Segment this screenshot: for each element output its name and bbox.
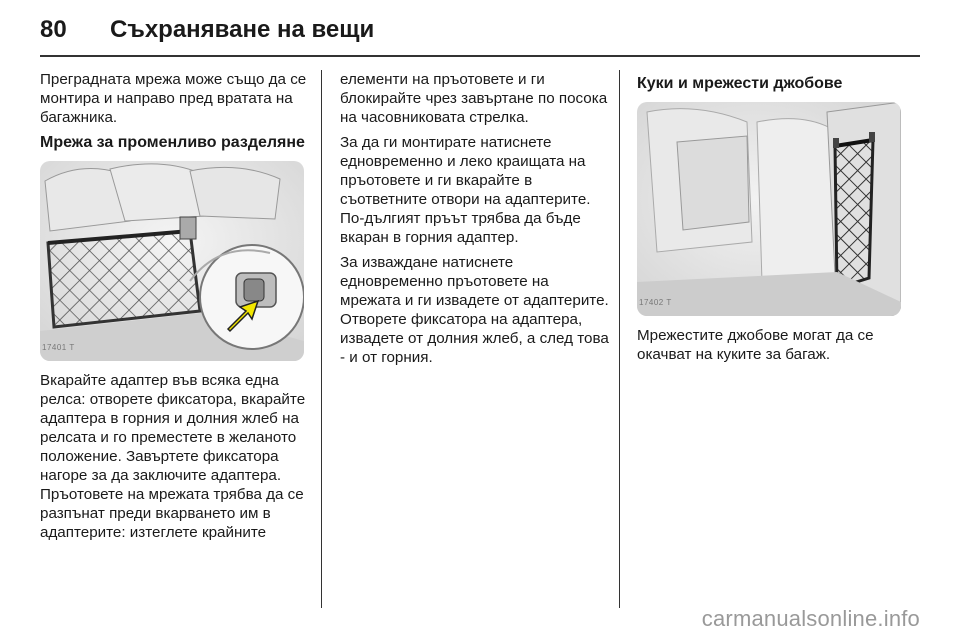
body-paragraph: За изваждане натиснете едновременно пръотовете на мрежата и ги извадете от адаптерите. Отворете фиксатора на адаптера, извадете от долния жлеб, а след това - и от горния. [340,254,609,366]
page-header [40,14,374,46]
column-divider [619,70,620,608]
hook-icon [869,132,875,142]
section-heading-net: Мрежа за променливо разделяне [40,134,305,151]
body-paragraph: За да ги монтирате натиснете едновременно и леко краищата на пръотовете и ги вкарайте в съответните отвори на адаптерите. По-дългият пръът трябва да бъде вкаран в горния адаптер. [340,134,591,246]
page-number: 80 [40,16,67,43]
section-heading-hooks: Куки и мрежести джобове [637,75,843,92]
column-3 [637,70,907,370]
intro-paragraph: Преградната мрежа може също да се монтира и направо пред вратата на багажника. [40,71,307,126]
figure-cargo-net [40,161,304,361]
body-paragraph: елементи на пръотовете и ги блокирайте чрез завъртане по посока на часовниковата стрелка. [340,71,608,126]
figure-code: 17402 T [639,298,672,307]
hook-icon [833,138,839,148]
figure-net-pocket [637,102,901,316]
page-title: Съхраняване на вещи [110,16,375,43]
body-paragraph: Мрежестите джобове могат да се окачват на куките за багаж. [637,327,874,363]
column-2 [340,70,610,373]
header-rule [40,55,920,57]
figure-code: 17401 T [42,343,75,352]
body-paragraph: Вкарайте адаптер във всяка една релса: отворете фиксатора, вкарайте адаптера в горния и долния жлеб на релсата и го преместете в желаното положение. Завъртете фиксатора нагоре за да заключите адаптера. Пръотовете на мрежата трябва да се разпънат преди вкарването им в адаптерите: изтеглете крайните [40,372,306,541]
watermark: carmanualsonline.info [701,606,920,631]
column-divider [321,70,322,608]
column-1 [40,70,310,548]
net-pocket-illustration [637,102,901,316]
cargo-net-illustration [40,161,304,361]
